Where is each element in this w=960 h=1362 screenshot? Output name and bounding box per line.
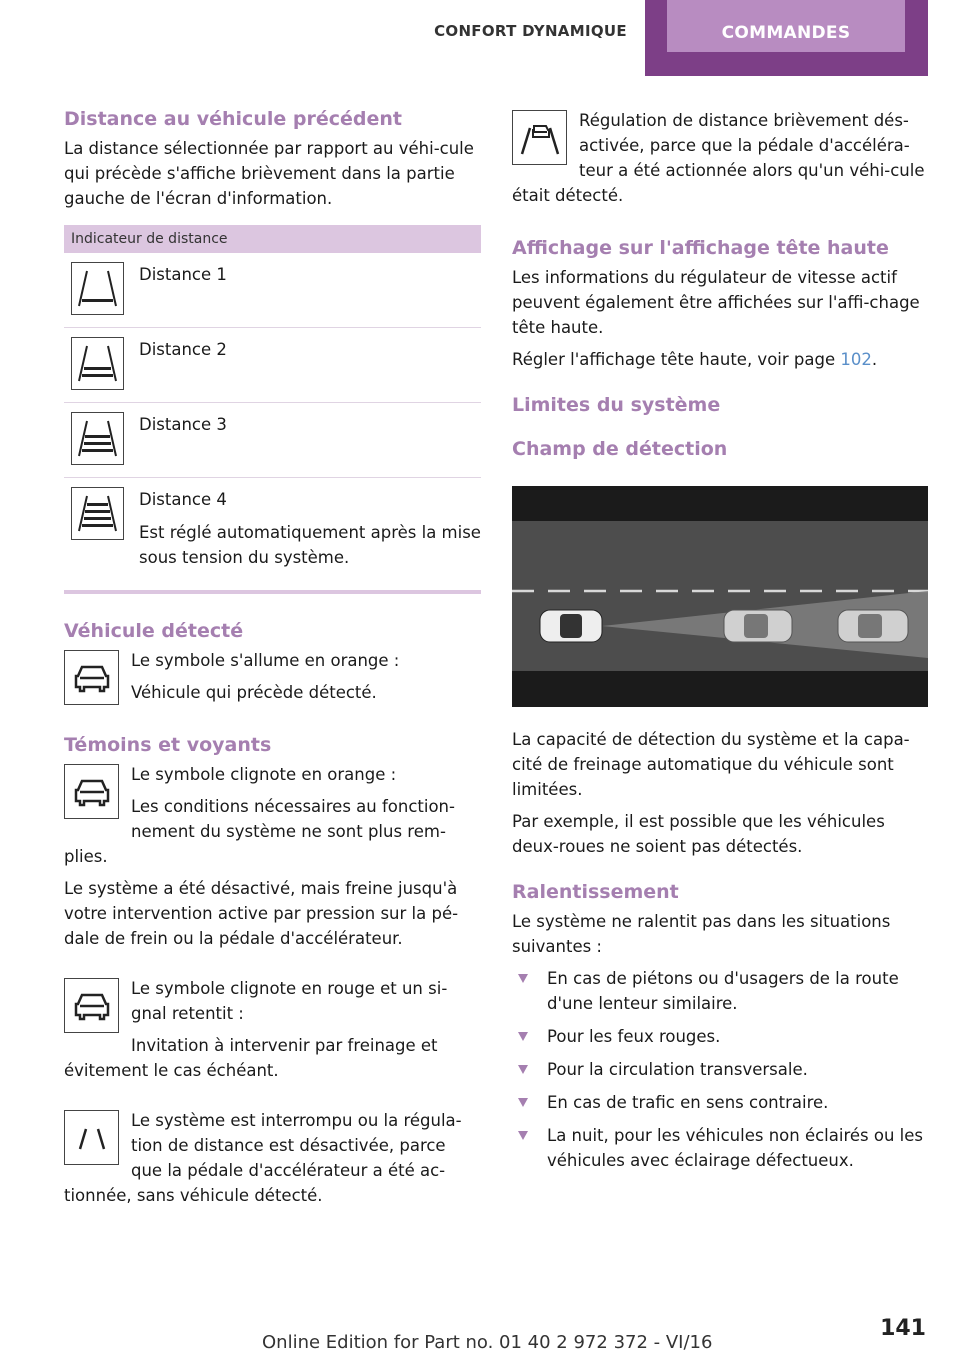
detection-capacity-text: La capacité de détection du système et la capa-cité de freinage automatique du véhicule sont limitées. — [512, 730, 910, 799]
section-title-slowdown: Ralentissement — [512, 881, 679, 903]
distance-3-label: Distance 3 — [139, 415, 227, 434]
warning-orange-paragraph: Le système a été désactivé, mais freine jusqu'à votre intervention active par pression sur la pé-dale de frein ou la pédale d'accélérateur. — [64, 879, 459, 948]
road-lines-icon — [64, 1110, 119, 1165]
right-column — [512, 108, 928, 1181]
table-row — [64, 328, 481, 403]
bullet-triangle-icon — [518, 1131, 528, 1140]
bullet-triangle-icon — [518, 1065, 528, 1074]
road-car-icon — [512, 110, 567, 165]
distance-table-header: Indicateur de distance — [64, 225, 481, 253]
edition-footer: Online Edition for Part no. 01 40 2 972 372 - VI/16 — [262, 1332, 713, 1353]
distance-4-label: Distance 4 — [139, 490, 227, 509]
distance-4-note: Est réglé automatiquement après la mise sous tension du système. — [139, 523, 481, 567]
section-title-warnings: Témoins et voyants — [64, 734, 272, 756]
warning-orange-line-2: Les conditions nécessaires au fonction-nement du système ne sont plus rem-plies. — [64, 797, 455, 866]
section-title-limits: Limites du système — [512, 394, 721, 416]
detected-line-2: Véhicule qui précède détecté. — [131, 683, 377, 702]
distance-1-label: Distance 1 — [139, 265, 227, 284]
warning-red-line-2: Invitation à intervenir par freinage et évitement le cas échéant. — [64, 1036, 438, 1080]
distance-text: La distance sélectionnée par rapport au véhi-cule qui précède s'affiche brièvement dans la partie gauche de l'écran d'information. — [64, 139, 474, 208]
list-item: Pour la circulation transversale. — [512, 1057, 928, 1082]
table-row — [64, 253, 481, 328]
table-row — [64, 403, 481, 478]
section-title-detection-field: Champ de détection — [512, 438, 728, 460]
bullet-triangle-icon — [518, 974, 528, 983]
table-row — [64, 478, 481, 594]
car-detected-icon — [64, 650, 119, 705]
hud-settings-prefix: Régler l'affichage tête haute, voir page — [512, 350, 841, 369]
regulation-suspended-text: Régulation de distance brièvement dés-activée, parce que la pédale d'accéléra-teur a été actionnée alors qu'un véhi-cule était détecté. — [512, 111, 925, 205]
interrupted-text: Le système est interrompu ou la régula-tion de distance est désactivée, parce que la pédale d'accélérateur a été ac-tionnée, sans véhicule détecté. — [64, 1111, 462, 1205]
left-column — [64, 108, 481, 1215]
list-item: En cas de piétons ou d'usagers de la route d'une lenteur similaire. — [512, 966, 928, 1016]
header-tab-chapter-label: COMMANDES — [667, 0, 905, 52]
section-title-detected: Véhicule détecté — [64, 620, 244, 642]
car-red-icon — [64, 978, 119, 1033]
section-title-hud: Affichage sur l'affichage tête haute — [512, 237, 889, 259]
list-item: Pour les feux rouges. — [512, 1024, 928, 1049]
distance-4-icon — [71, 487, 124, 540]
distance-2-icon — [71, 337, 124, 390]
bullet-triangle-icon — [518, 1032, 528, 1041]
slowdown-intro: Le système ne ralentit pas dans les situations suivantes : — [512, 912, 891, 956]
page-link[interactable]: 102 — [840, 350, 872, 369]
page-number: 141 — [880, 1316, 926, 1341]
list-item: En cas de trafic en sens contraire. — [512, 1090, 928, 1115]
hud-settings-suffix: . — [871, 350, 878, 369]
bullet-triangle-icon — [518, 1098, 528, 1107]
car-orange-icon — [64, 764, 119, 819]
section-title-distance: Distance au véhicule précédent — [64, 108, 402, 130]
warning-red-line-1: Le symbole clignote en rouge et un si-gnal retentit : — [131, 979, 448, 1023]
hud-text: Les informations du régulateur de vitesse actif peuvent également être affichées sur l'affi-chage tête haute. — [512, 268, 920, 337]
warning-orange-line-1: Le symbole clignote en orange : — [131, 765, 397, 784]
distance-3-icon — [71, 412, 124, 465]
list-item: La nuit, pour les véhicules non éclairés ou les véhicules avec éclairage défectueux. — [512, 1123, 928, 1173]
detected-line-1: Le symbole s'allume en orange : — [131, 651, 400, 670]
slowdown-list — [512, 966, 928, 1173]
detection-field-illustration — [512, 486, 928, 707]
two-wheelers-text: Par exemple, il est possible que les véhicules deux-roues ne soient pas détectés. — [512, 812, 885, 856]
header-tab-section: CONFORT DYNAMIQUE — [434, 22, 627, 40]
header-tab-chapter — [645, 0, 928, 76]
distance-table — [64, 253, 481, 594]
hud-settings-text — [512, 347, 928, 372]
distance-1-icon — [71, 262, 124, 315]
distance-2-label: Distance 2 — [139, 340, 227, 359]
